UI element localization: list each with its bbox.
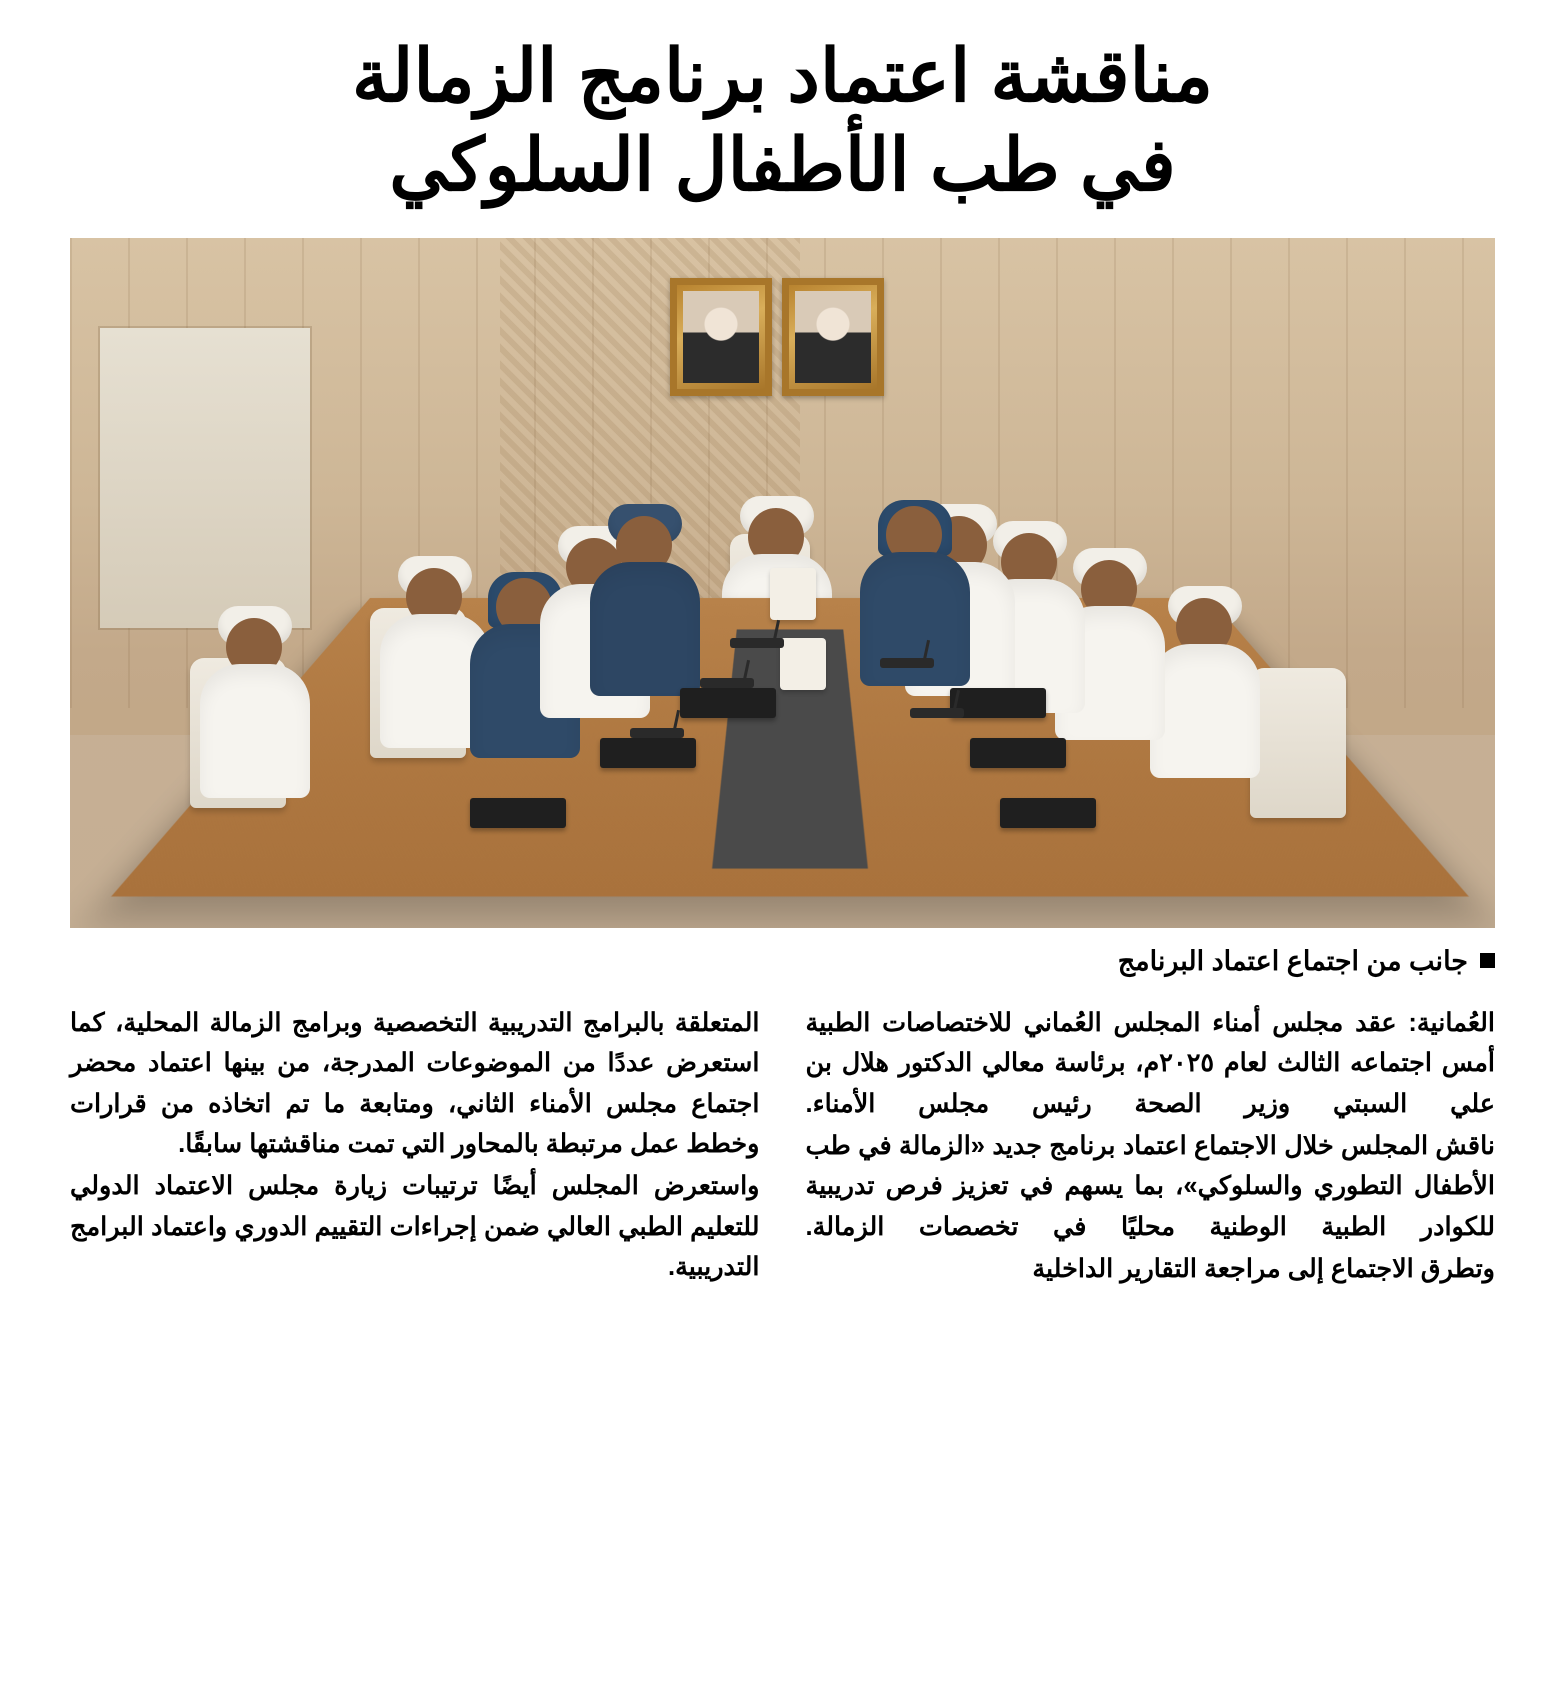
paragraph: وتطرق الاجتماع إلى مراجعة التقارير الداخلية	[1032, 1254, 1495, 1283]
headline-line-2: في طب الأطفال السلوكي	[389, 125, 1176, 207]
portrait-frame-2	[782, 278, 884, 396]
article-column-left	[70, 1003, 760, 1291]
chair-right-1	[1250, 668, 1346, 818]
wall-screen	[100, 328, 310, 628]
laptop-5	[970, 738, 1066, 768]
photo-caption	[1118, 946, 1495, 977]
newspaper-page	[0, 18, 1565, 1690]
paragraph: المتعلقة بالبرامج التدريبية التخصصية وبرامج الزمالة المحلية، كما استعرض عددًا من الموضوعات المدرجة، من بينها اعتماد محضر اجتماع مجلس الأمناء الثاني، ومتابعة ما تم اتخاذه من قرارات وخطط عمل مرتبطة بالمحاور التي تمت مناقشتها سابقًا.	[70, 1009, 760, 1158]
person-right-1	[1150, 598, 1260, 778]
tissue-box-2	[780, 638, 826, 690]
microphone-4	[880, 658, 934, 668]
paragraph: العُمانية: عقد مجلس أمناء المجلس العُماني للاختصاصات الطبية أمس اجتماعه الثالث لعام ٢٠٢٥م، برئاسة معالي الدكتور هلال بن علي السبتي وزير الصحة رئيس مجلس الأمناء.	[805, 1009, 1495, 1118]
article-photo	[70, 238, 1495, 928]
microphone-3	[630, 728, 684, 738]
laptop-3	[680, 688, 776, 718]
bullet-icon	[1480, 953, 1495, 968]
paragraph: ناقش المجلس خلال الاجتماع اعتماد برنامج جديد «الزمالة في طب الأطفال التطوري والسلوكي»، بما يسهم في تعزيز فرص تدريبية للكوادر الطبية الوطنية محليًا في تخصصات الزمالة.	[805, 1131, 1495, 1241]
microphone-2	[700, 678, 754, 688]
body	[1150, 644, 1260, 778]
laptop-4	[950, 688, 1046, 718]
body	[200, 664, 310, 798]
photo-caption-row	[70, 946, 1495, 977]
laptop-6	[1000, 798, 1096, 828]
portrait-frame-1	[670, 278, 772, 396]
photo-scene	[70, 238, 1495, 928]
article-body	[70, 1003, 1495, 1291]
body	[590, 562, 700, 696]
laptop-1	[470, 798, 566, 828]
photo-caption-text: جانب من اجتماع اعتماد البرنامج	[1117, 946, 1468, 977]
tissue-box-1	[770, 568, 816, 620]
microphone-1	[730, 638, 784, 648]
microphone-5	[910, 708, 964, 718]
person-left-5	[590, 516, 686, 696]
article-column-right	[806, 1003, 1496, 1291]
page-title	[70, 18, 1495, 210]
headline-line-1: مناقشة اعتماد برنامج الزمالة	[351, 36, 1214, 117]
paragraph: واستعرض المجلس أيضًا ترتيبات زيارة مجلس الاعتماد الدولي للتعليم الطبي العالي ضمن إجراءات التقييم الدوري واعتماد البرامج التدريبية.	[70, 1172, 760, 1281]
laptop-2	[600, 738, 696, 768]
person-left-1	[200, 618, 310, 798]
